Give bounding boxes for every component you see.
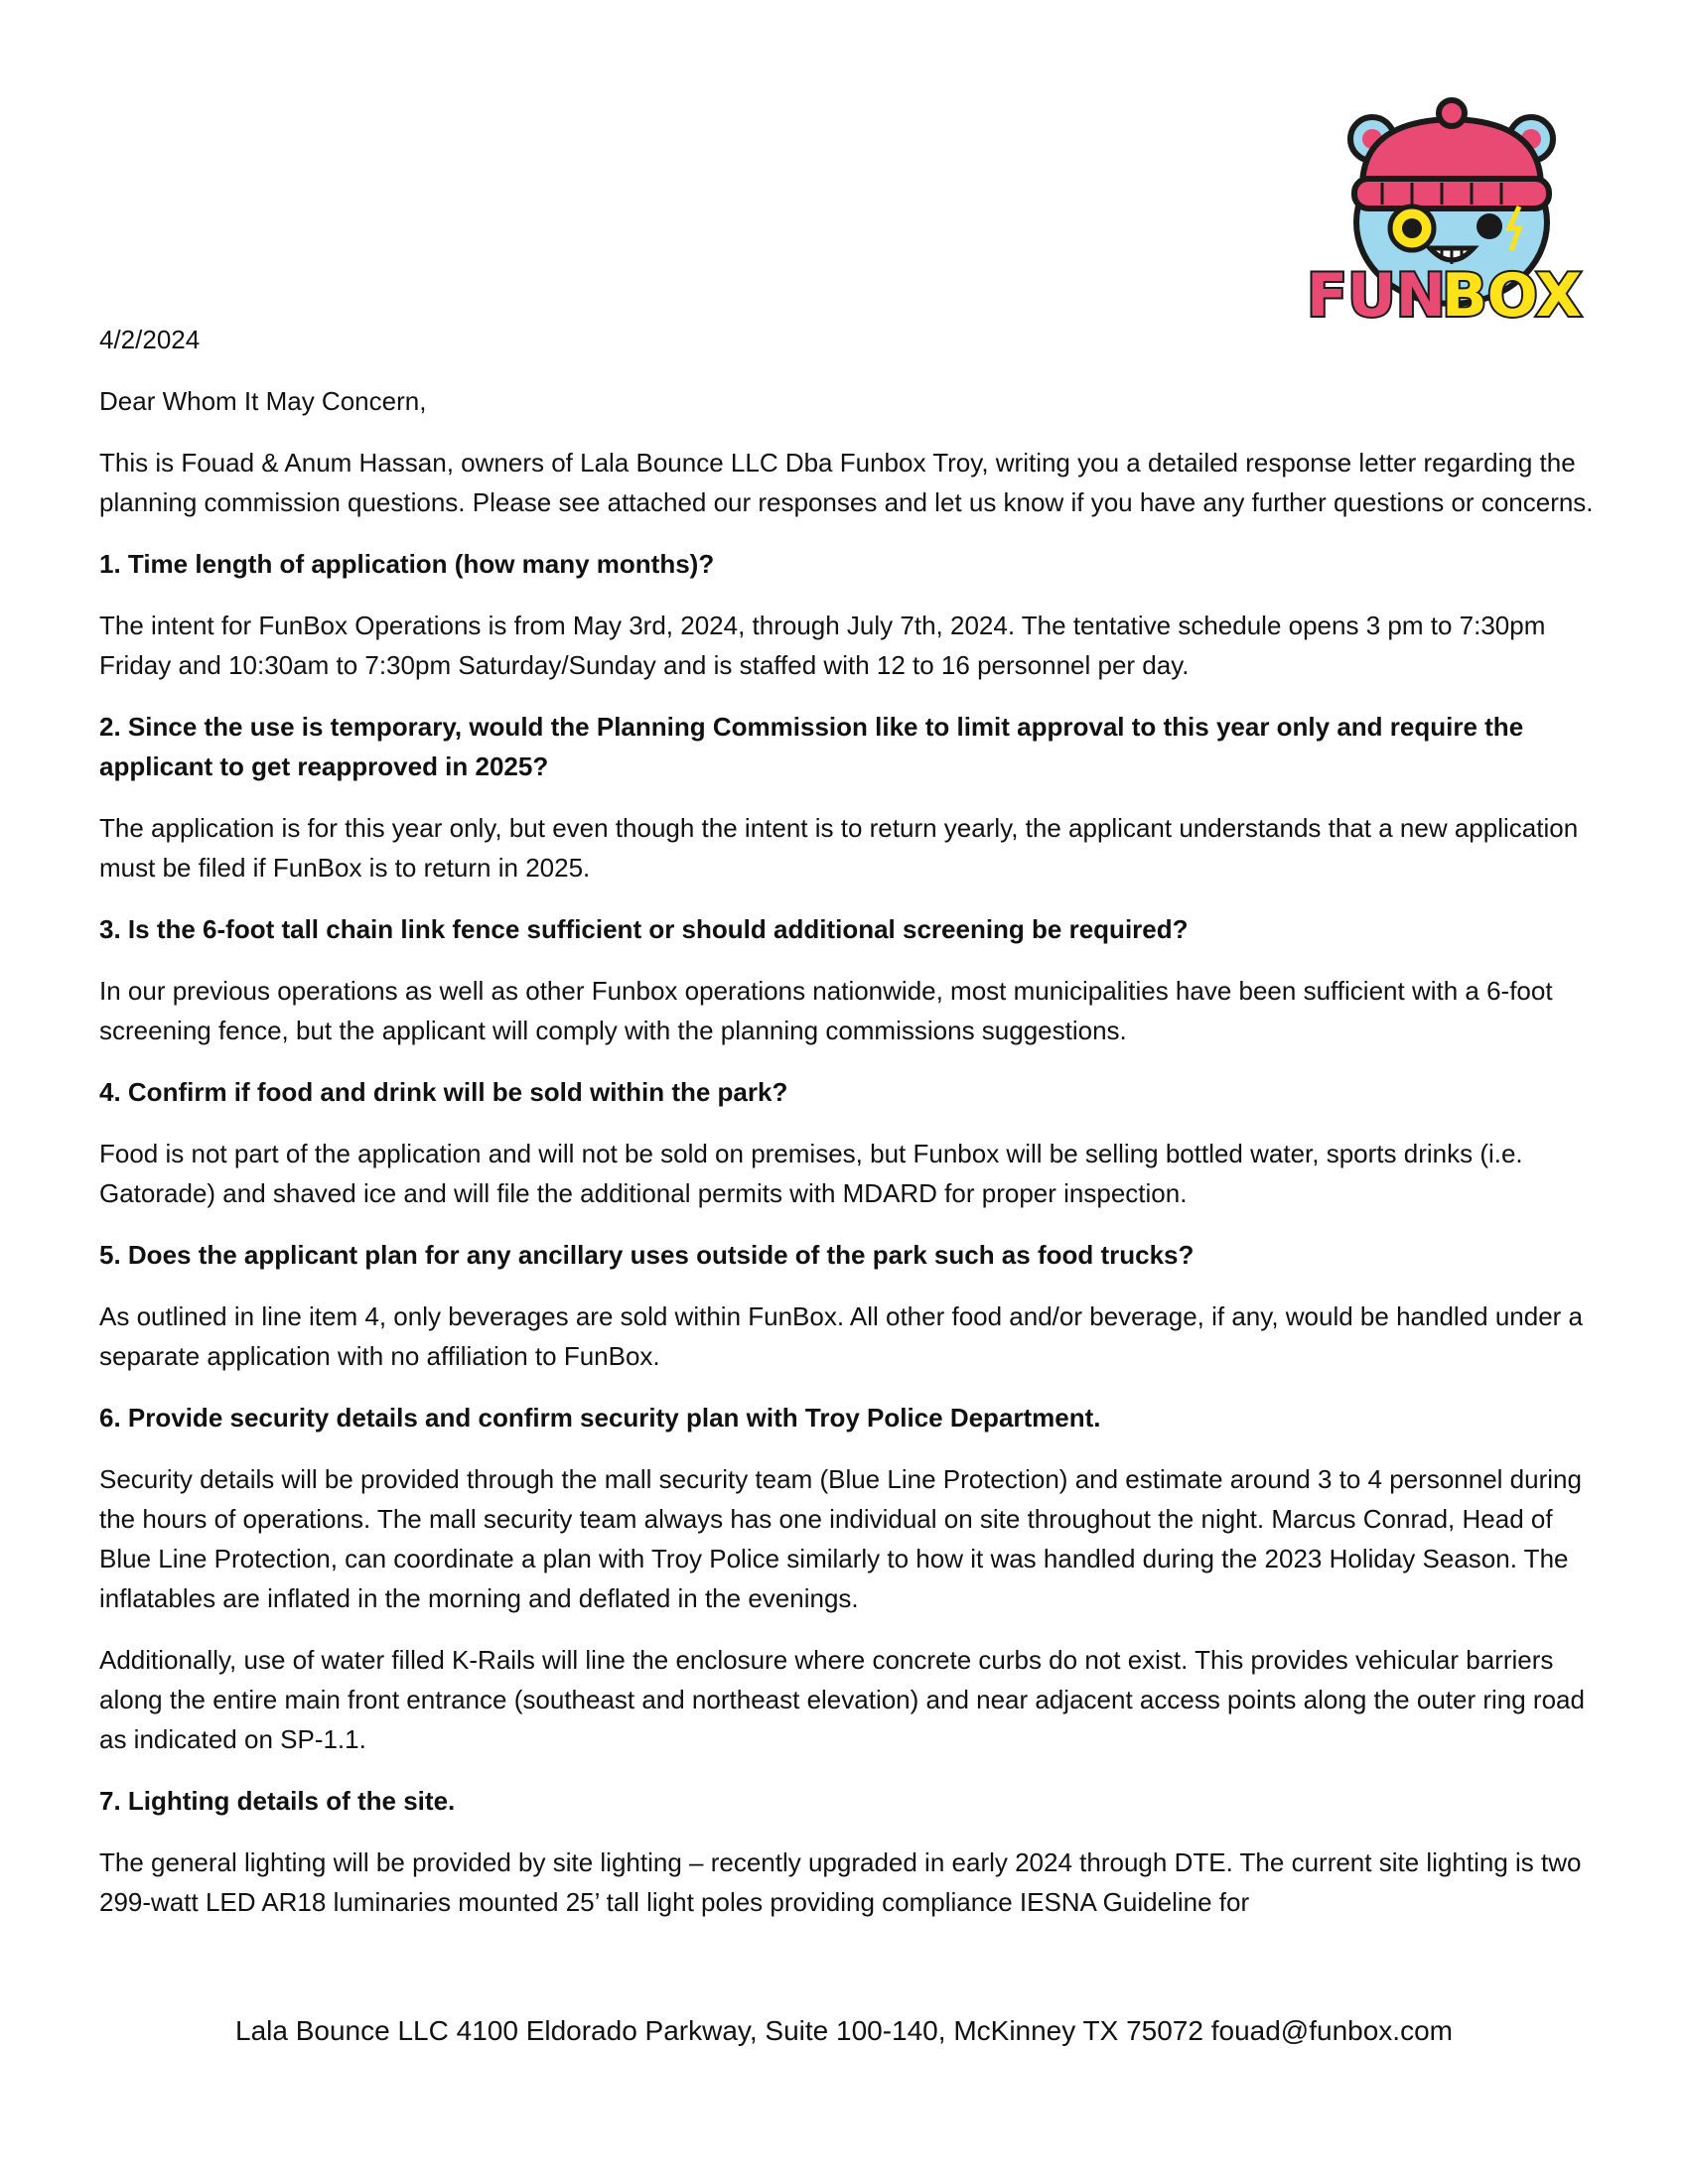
answer-6a: Security details will be provided through the mall security team (Blue Line Protection) and estimate around 3 to 4 personnel during the hours of operations. The mall security team always has one individual on site throughout the night. Marcus Conrad, Head of Blue Line Protection, can coordinate a plan with Troy Police similarly to how it was handled during the 2023 Holiday Season. The inflatables are inflated in the morning and deflated in the evenings. <box>99 1464 1582 1613</box>
intro-paragraph: This is Fouad & Anum Hassan, owners of Lala Bounce LLC Dba Funbox Troy, writing you a detailed response letter regarding the planning commission questions. Please see attached our responses and let us know if you have any further questions or concerns. <box>99 448 1594 517</box>
answer-3: In our previous operations as well as other Funbox operations nationwide, most municipalities have been sufficient with a 6-foot screening fence, but the applicant will comply with the planning commissions suggestions. <box>99 976 1553 1045</box>
answer-2: The application is for this year only, but even though the intent is to return yearly, the applicant understands that a new application must be filed if FunBox is to return in 2025. <box>99 813 1579 883</box>
logo-wordmark-fun: FUN <box>1307 261 1446 326</box>
question-1: 1. Time length of application (how many months)? <box>99 549 715 579</box>
logo-wordmark-box: BOX <box>1442 261 1582 326</box>
funbox-logo <box>1303 95 1601 326</box>
salutation: Dear Whom It May Concern, <box>99 386 427 416</box>
funbox-mascot-logo <box>1303 95 1601 326</box>
answer-5: As outlined in line item 4, only beverages are sold within FunBox. All other food and/or beverage, if any, would be handled under a separate application with no affiliation to FunBox. <box>99 1301 1584 1371</box>
answer-7: The general lighting will be provided by site lighting – recently upgraded in early 2024 through DTE. The current site lighting is two 299-watt LED AR18 luminaries mounted 25’ tall light poles providing compliance IESNA Guideline for <box>99 1847 1582 1917</box>
answer-4: Food is not part of the application and will not be sold on premises, but Funbox will be selling bottled water, sports drinks (i.e. Gatorade) and shaved ice and will file the additional permits with MDARD for proper inspection. <box>99 1139 1523 1208</box>
question-4: 4. Confirm if food and drink will be sold within the park? <box>99 1077 788 1107</box>
letter-body <box>99 320 1599 1944</box>
letter-date: 4/2/2024 <box>99 325 201 354</box>
question-3: 3. Is the 6-foot tall chain link fence sufficient or should additional screening be required? <box>99 914 1189 944</box>
question-5: 5. Does the applicant plan for any ancillary uses outside of the park such as food trucks? <box>99 1240 1195 1270</box>
footer-address: Lala Bounce LLC 4100 Eldorado Parkway, Suite 100-140, McKinney TX 75072 fouad@funbox.com <box>235 2015 1453 2046</box>
question-7: 7. Lighting details of the site. <box>99 1786 456 1816</box>
question-6: 6. Provide security details and confirm security plan with Troy Police Department. <box>99 1403 1101 1433</box>
answer-6b: Additionally, use of water filled K-Rails will line the enclosure where concrete curbs do not exist. This provides vehicular barriers along the entire main front entrance (southeast and northeast elevation) and near adjacent access points along the outer ring road as indicated on SP-1.1. <box>99 1645 1585 1754</box>
question-2: 2. Since the use is temporary, would the Planning Commission like to limit approval to this year only and require the applicant to get reapproved in 2025? <box>99 712 1524 781</box>
answer-1: The intent for FunBox Operations is from May 3rd, 2024, through July 7th, 2024. The tentative schedule opens 3 pm to 7:30pm Friday and 10:30am to 7:30pm Saturday/Sunday and is staffed with 12 to 16 personnel per day. <box>99 611 1546 680</box>
